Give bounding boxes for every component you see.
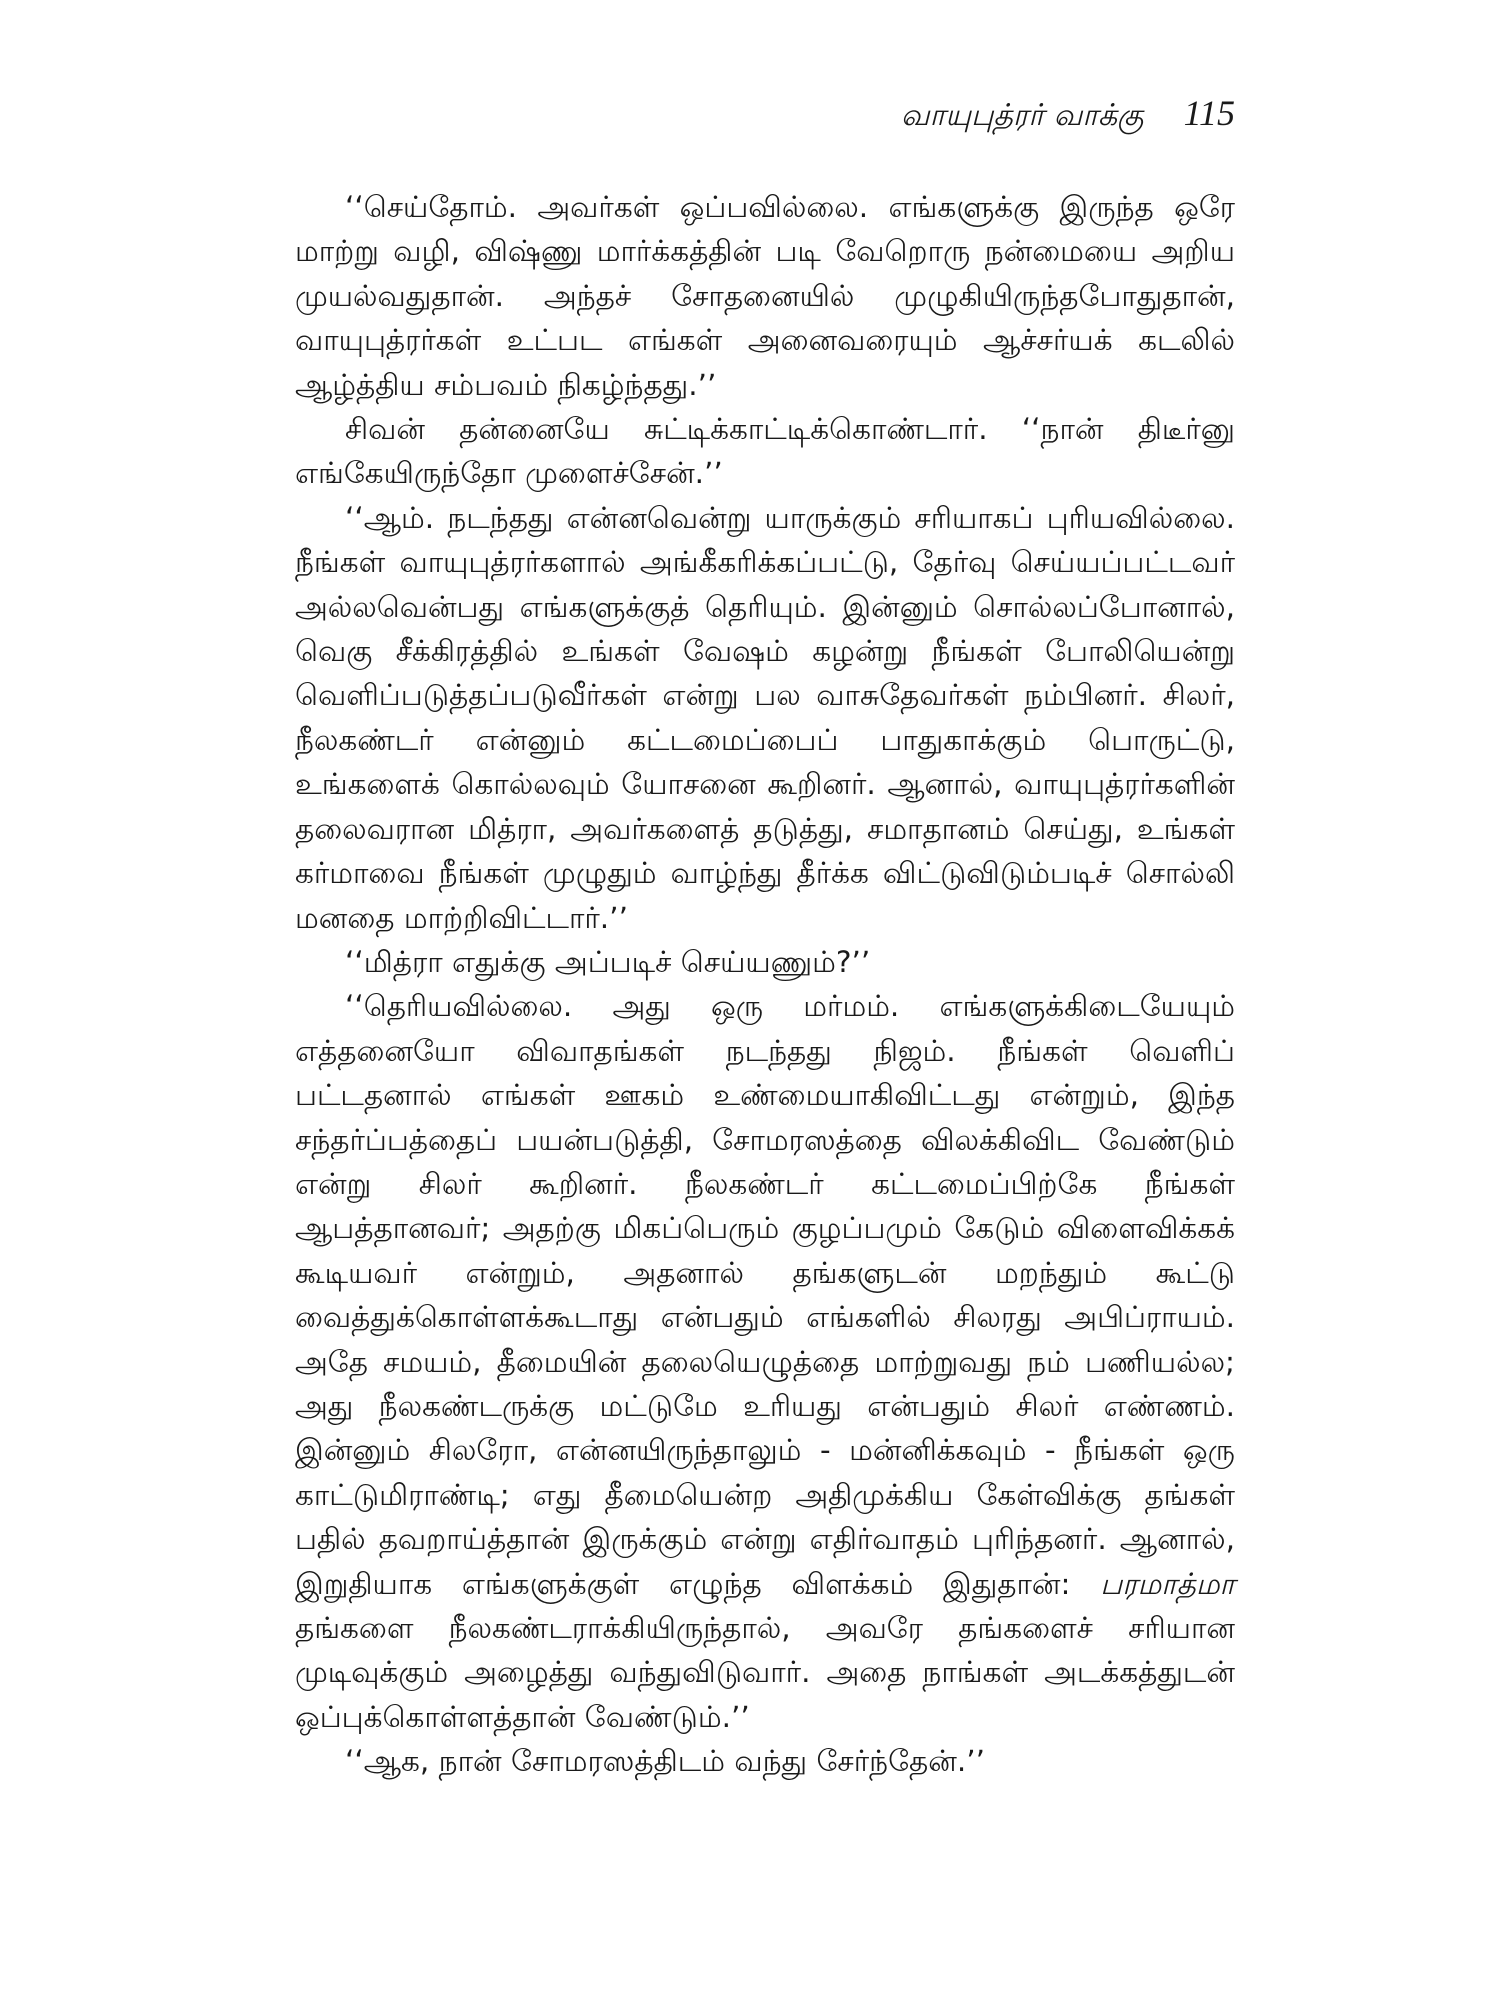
paragraph: ‘‘செய்தோம். அவர்கள் ஒப்பவில்லை. எங்களுக்கு இருந்த ஒரே மாற்று வழி, விஷ்ணு மார்க்கத்தின் படி வேறொரு நன்மையை அறிய முயல்வதுதான். அந்தச் சோதனையில் முழுகியிருந்தபோதுதான், வாயுபுத்ரர்கள் உட்பட எங்கள் அனைவரையும் ஆச்சர்யக் கடலில் ஆழ்த்திய சம்பவம் நிகழ்ந்தது.’’: [295, 190, 1235, 402]
paragraph: ‘‘ஆம். நடந்தது என்னவென்று யாருக்கும் சரியாகப் புரியவில்லை. நீங்கள் வாயுபுத்ரர்களால் அங்கீகரிக்கப்பட்டு, தேர்வு செய்யப்பட்டவர் அல்லவென்பது எங்களுக்குத் தெரியும். இன்னும் சொல்லப்போனால், வெகு சீக்கிரத்தில் உங்கள் வேஷம் கழன்று நீங்கள் போலியென்று வெளிப்படுத்தப்படுவீர்கள் என்று பல வாசுதேவர்கள் நம்பினர். சிலர், நீலகண்டர் என்னும் கட்டமைப்பைப் பாதுகாக்கும் பொருட்டு, உங்களைக் கொல்லவும் யோசனை கூறினர். ஆனால், வாயுபுத்ரர்களின் தலைவரான மித்ரா, அவர்களைத் தடுத்து, சமாதானம் செய்து, உங்கள் கர்மாவை நீங்கள் முழுதும் வாழ்ந்து தீர்க்க விட்டுவிடும்படிச் சொல்லி மனதை மாற்றிவிட்டார்.’’: [295, 500, 1235, 935]
italic-term: பரமாத்மா: [1100, 1566, 1235, 1601]
paragraph: ‘‘ஆக, நான் சோமரஸத்திடம் வந்து சேர்ந்தேன்.’’: [345, 1744, 985, 1779]
running-title: வாயுபுத்ரர் வாக்கு: [900, 98, 1144, 133]
paragraph: [295, 984, 1235, 1739]
paragraph: சிவன் தன்னையே சுட்டிக்காட்டிக்கொண்டார். ‘‘நான் திடீர்னு எங்கேயிருந்தோ முளைச்சேன்.’’: [295, 412, 1235, 491]
paragraph-text: ‘‘தெரியவில்லை. அது ஒரு மர்மம். எங்களுக்கிடையேயும் எத்தனையோ விவாதங்கள் நடந்தது நிஜம். நீங்கள் வெளிப் பட்டதனால் எங்கள் ஊகம் உண்மையாகிவிட்டது என்றும், இந்த சந்தர்ப்பத்தைப் பயன்படுத்தி, சோமரஸத்தை விலக்கிவிட வேண்டும் என்று சிலர் கூறினர். நீலகண்டர் கட்டமைப்பிற்கே நீங்கள் ஆபத்தானவர்; அதற்கு மிகப்பெரும் குழப்பமும் கேடும் விளைவிக்கக் கூடியவர் என்றும், அதனால் தங்களுடன் மறந்தும் கூட்டு வைத்துக்கொள்ளக்கூடாது என்பதும் எங்களில் சிலரது அபிப்ராயம். அதே சமயம், தீமையின் தலையெழுத்தை மாற்றுவது நம் பணியல்ல; அது நீலகண்டருக்கு மட்டுமே உரியது என்பதும் சிலர் எண்ணம். இன்னும் சிலரோ, என்னயிருந்தாலும் - மன்னிக்கவும் - நீங்கள் ஒரு காட்டுமிராண்டி; எது தீமையென்ற அதிமுக்கிய கேள்விக்கு தங்கள் பதில் தவறாய்த்தான் இருக்கும் என்று எதிர்வாதம் புரிந்தனர். ஆனால், இறுதியாக எங்களுக்குள் எழுந்த விளக்கம் இதுதான்:: [295, 989, 1235, 1601]
page-number: 115: [1183, 93, 1235, 133]
running-head: [901, 92, 1235, 137]
body-text: [295, 185, 1235, 1784]
paragraph-text-continued: தங்களை நீலகண்டராக்கியிருந்தால், அவரே தங்களைச் சரியான முடிவுக்கும் அழைத்து வந்துவிடுவார். அதை நாங்கள் அடக்கத்துடன் ஒப்புக்கொள்ளத்தான் வேண்டும்.’’: [295, 1611, 1235, 1734]
paragraph: ‘‘மித்ரா எதுக்கு அப்படிச் செய்யணும்?’’: [345, 944, 871, 979]
